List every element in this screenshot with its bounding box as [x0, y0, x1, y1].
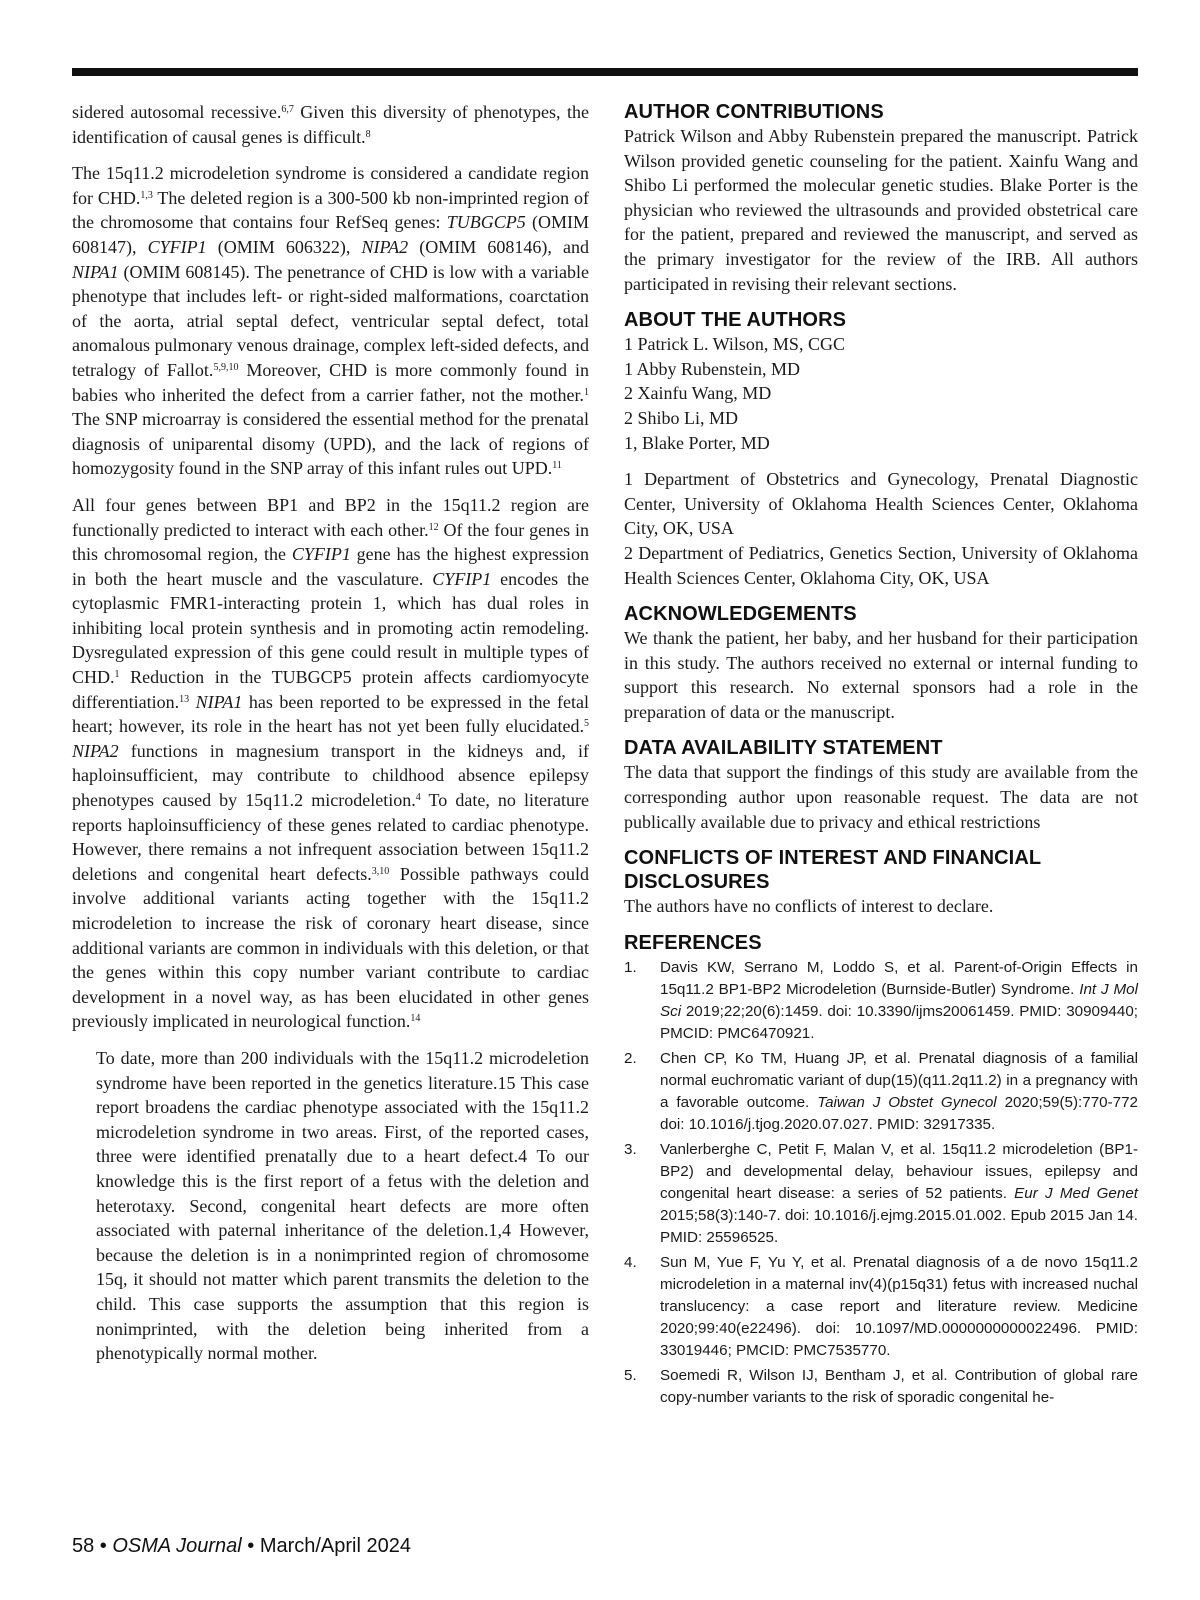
reference-item: 5. Soemedi R, Wilson IJ, Bentham J, et al. Contribution of global rare copy-number variants to the risk of sporadic congenital he- [624, 1366, 1138, 1406]
paragraph-genes: All four genes between BP1 and BP2 in the 15q11.2 region are functionally predicted to interact with each other.$^{12}$ Of the four genes in this chromosomal region, the CYFIP1 gene has the highest expression in both the heart muscle and the vasculature. CYFIP1 encodes the cytoplasmic FMR1-interacting protein 1, which has dual roles in inhibiting local protein synthesis and in promoting actin remodeling. Dysregulated expression of this gene could result in multiple types of CHD.$^1$ Reduction in the TUBGCP5 protein affects cardiomyocyte differentiation.$^{13}$ NIPA1 has been reported to be expressed in the fetal heart; however, its role in the heart has not yet been fully elucidated.$^5$ NIPA2 functions in magnesium transport in the kidneys and, if haploinsufficient, may contribute to childhood absence epilepsy phenotypes caused by 15q11.2 microdeletion.$^4$ To date, no literature reports haploinsufficiency of these genes related to cardiac phenotype. However, there remains a not infrequent association between 15q11.2 deletions and congenital heart defects.$^{3,10}$ Possible pathways could involve additional variants acting together with the 15q11.2 microdeletion to increase the risk of coronary heart disease, since additional variants are common in individuals with this deletion, or that the genes within this copy number variant contribute to cardiac development in a novel way, as has been elucidated in other genes previously implicated in neurological function.$^{14}$ [72, 494, 590, 1032]
heading-references: REFERENCES [624, 931, 762, 954]
journal-name: OSMA Journal [112, 1535, 242, 1557]
reference-item: 2. Chen CP, Ko TM, Huang JP, et al. Prenatal diagnosis of a familial normal euchromatic variant of dup(15)(q11.2q11.2) in a pregnancy with a favorable outcome. Taiwan J Obstet Gynecol 2020;59(5):770-772 doi: 10.1016/j.tjog.2020.07.027. PMID: 32917335. [624, 1049, 1138, 1133]
right-column [624, 100, 1138, 1421]
data-availability-text: The data that support the findings of this study are available from the corresponding author upon reasonable request. The data are not publically available due to privacy and ethical restrictions [624, 762, 1138, 832]
author-item: 1 Abby Rubenstein, MD [624, 358, 801, 379]
heading-author-contributions: AUTHOR CONTRIBUTIONS [624, 101, 884, 123]
top-rule [72, 68, 1138, 76]
acknowledgements-text: We thank the patient, her baby, and her husband for their participation in this study. The authors received no external or internal funding to support this research. No external sponsors had a role in the preparation of data or the manuscript. [624, 628, 1138, 722]
page-footer: 58 • OSMA Journal • March/April 2024 [72, 1535, 411, 1557]
author-contributions-text: Patrick Wilson and Abby Rubenstein prepared the manuscript. Patrick Wilson provided genetic counseling for the patient. Xainfu Wang and Shibo Li performed the molecular genetic studies. Blake Porter is the physician who reviewed the ultrasounds and provided obstetrical care for the patient, prepared and reviewed the manuscript, and served as the primary investigator for the review of the IRB. All authors participated in revising their relevant sections. [624, 126, 1138, 294]
author-item: 2 Xainfu Wang, MD [624, 383, 772, 404]
affiliation: 2 Department of Pediatrics, Genetics Section, University of Oklahoma Health Sciences Center, Oklahoma City, OK, USA [624, 542, 1138, 588]
heading-acknowledgements: ACKNOWLEDGEMENTS [624, 603, 857, 626]
section-acknowledgements [624, 602, 1138, 724]
section-author-contributions [624, 100, 1138, 296]
paragraph-intro: sidered autosomal recessive.$^{6,7}$ Given this diversity of phenotypes, the identification of causal genes is difficult.$^8$ [72, 102, 589, 147]
reference-item: 4. Sun M, Yue F, Yu Y, et al. Prenatal diagnosis of a de novo 15q11.2 microdeletion in a maternal inv(4)(p15q31) fetus with increased nuchal translucency: a case report and literature review. Medicine 2020;99:40(e22496). doi: 10.1097/MD.0000000000022496. PMID: 33019446; PMCID: PMC7535770. [624, 1253, 1138, 1359]
paragraph-microdeletion: The 15q11.2 microdeletion syndrome is considered a candidate region for CHD.$^{1,3}$ The deleted region is a 300-500 kb non-imprinted region of the chromosome that contains four RefSeq genes: TUBGCP5 (OMIM 608147), CYFIP1 (OMIM 606322), NIPA2 (OMIM 608146), and NIPA1 (OMIM 608145). The penetrance of CHD is low with a variable phenotype that includes left- or right-sided malformations, coarctation of the aorta, atrial septal defect, ventricular septal defect, total anomalous pulmonary venous drainage, complex left-sided defects, and tetralogy of Fallot.$^{5,9,10}$ Moreover, CHD is more commonly found in babies who inherited the defect from a carrier father, not the mother.$^1$ The SNP microarray is considered the essential method for the prenatal diagnosis of uniparental disomy (UPD), and the lack of regions of homozygosity found in the SNP array of this infant rules out UPD.$^{11}$ [72, 163, 590, 479]
section-references [624, 931, 1138, 1409]
affiliation: 1 Department of Obstetrics and Gynecology, Prenatal Diagnostic Center, University of Oklahoma Health Sciences Center, Oklahoma City, OK, USA [624, 469, 1138, 539]
reference-item: 1. Davis KW, Serrano M, Loddo S, et al. Parent-of-Origin Effects in 15q11.2 BP1-BP2 Microdeletion (Burnside-Butler) Syndrome. Int J Mol Sci 2019;22;20(6):1459. doi: 10.3390/ijms20061459. PMID: 30909440; PMCID: PMC6470921. [624, 958, 1138, 1042]
section-conflicts [624, 846, 1138, 919]
author-item: 2 Shibo Li, MD [624, 407, 739, 428]
heading-about-authors: ABOUT THE AUTHORS [624, 309, 847, 332]
page-number: 58 [72, 1535, 95, 1557]
left-column [72, 100, 589, 1378]
conflicts-text: The authors have no conflicts of interest to declare. [624, 896, 994, 917]
reference-list [624, 957, 1138, 1409]
reference-item: 3. Vanlerberghe C, Petit F, Malan V, et al. 15q11.2 microdeletion (BP1-BP2) and developmental delay, behaviour issues, epilepsy and congenital heart disease: a series of 52 patients. Eur J Med Genet 2015;58(3):140-7. doi: 10.1016/j.ejmg.2015.01.002. Epub 2015 Jan 14. PMID: 25596525. [624, 1140, 1138, 1246]
heading-data-availability: DATA AVAILABILITY STATEMENT [624, 737, 943, 760]
section-data-availability [624, 736, 1138, 834]
paragraph-case-report: To date, more than 200 individuals with the 15q11.2 microdeletion syndrome have been reported in the genetics literature.15 This case report broadens the cardiac phenotype associated with the 15q11.2 microdeletion syndrome in two areas. First, of the reported cases, three were identified prenatally due to a heart defect.4 To our knowledge this is the first report of a fetus with the deletion and heterotaxy. Second, congenital heart defects are more often associated with paternal inheritance of the deletion.1,4 However, because the deletion is in a nonimprinted region of chromosome 15q, it should not matter which parent transmits the deletion to the child. This case supports the assumption that this region is nonimprinted, with the deletion being inherited from a phenotypically normal mother. [96, 1047, 589, 1364]
author-item: 1 Patrick L. Wilson, MS, CGC [624, 334, 845, 355]
author-list [624, 332, 1138, 455]
section-about-authors [624, 308, 1138, 590]
heading-conflicts: CONFLICTS OF INTEREST AND FINANCIAL DISCLOSURES [624, 847, 1041, 894]
author-item: 1, Blake Porter, MD [624, 432, 770, 453]
issue-date: March/April 2024 [259, 1535, 411, 1557]
